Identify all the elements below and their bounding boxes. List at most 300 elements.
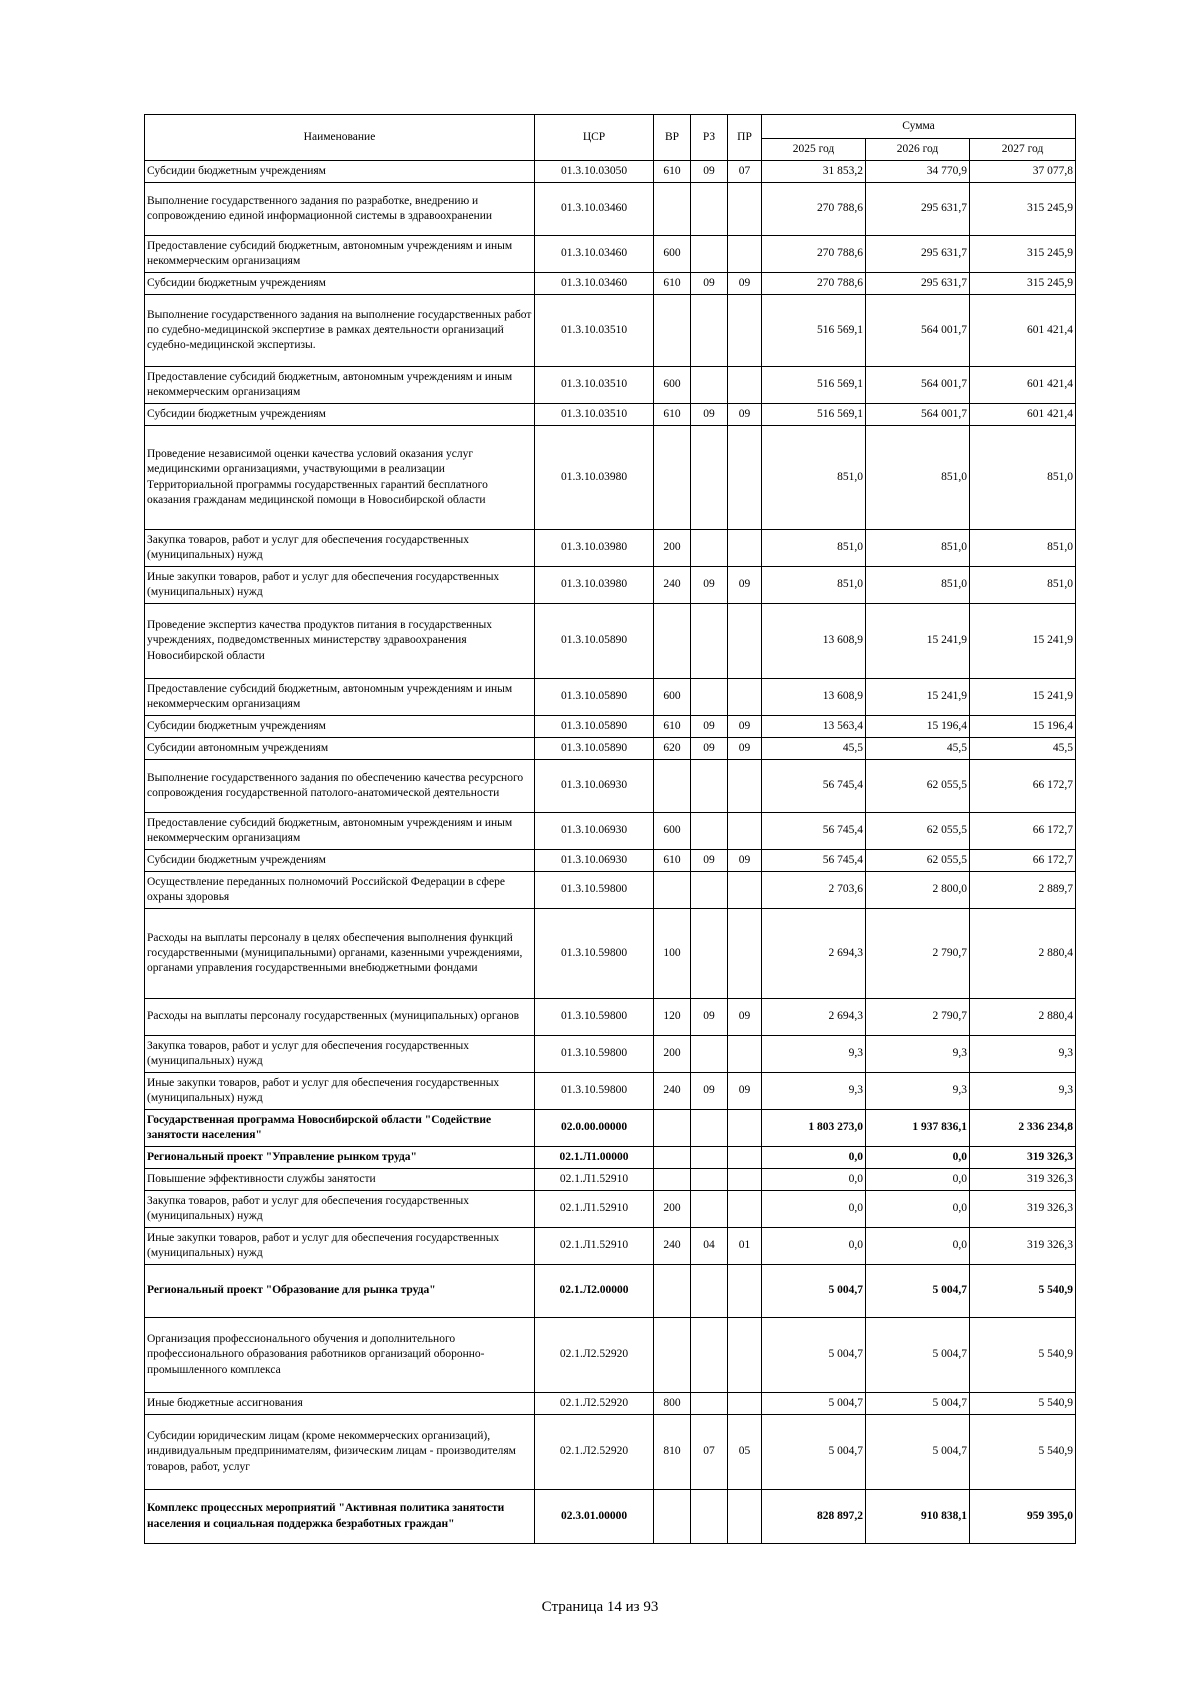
row-sum-2025: 5 004,7 (762, 1265, 866, 1318)
row-rz: 09 (691, 1073, 728, 1110)
table-row (145, 1228, 1076, 1265)
table-row (145, 1393, 1076, 1415)
row-sum-2026: 851,0 (866, 426, 970, 530)
row-sum-2025: 516 569,1 (762, 367, 866, 404)
row-rz: 09 (691, 161, 728, 183)
row-vr (654, 1110, 691, 1147)
row-name: Организация профессионального обучения и дополнительного профессионального образования работников организаций оборонно-промышленного комплекса (145, 1318, 535, 1393)
row-name: Иные закупки товаров, работ и услуг для обеспечения государственных (муниципальных) нужд (145, 1228, 535, 1265)
row-sum-2027: 319 326,3 (970, 1169, 1076, 1191)
row-sum-2025: 2 694,3 (762, 909, 866, 999)
row-csr: 01.3.10.59800 (535, 1073, 654, 1110)
row-vr: 610 (654, 161, 691, 183)
row-pr (728, 1265, 762, 1318)
row-pr: 07 (728, 161, 762, 183)
row-sum-2027: 5 540,9 (970, 1265, 1076, 1318)
table-row (145, 813, 1076, 850)
row-csr: 02.1.Л2.00000 (535, 1265, 654, 1318)
row-rz: 09 (691, 404, 728, 426)
header-year-2026: 2026 год (866, 139, 970, 161)
row-rz: 09 (691, 999, 728, 1036)
row-rz: 09 (691, 738, 728, 760)
page-number: Страница 14 из 93 (541, 1599, 659, 1615)
row-sum-2025: 0,0 (762, 1191, 866, 1228)
table-body (145, 161, 1076, 1544)
table-row (145, 1110, 1076, 1147)
row-sum-2025: 1 803 273,0 (762, 1110, 866, 1147)
row-pr: 01 (728, 1228, 762, 1265)
row-name: Субсидии бюджетным учреждениям (145, 161, 535, 183)
header-year-2027: 2027 год (970, 139, 1076, 161)
row-vr: 600 (654, 367, 691, 404)
row-rz (691, 1147, 728, 1169)
row-sum-2025: 56 745,4 (762, 760, 866, 813)
table-row (145, 273, 1076, 295)
row-vr: 200 (654, 530, 691, 567)
row-vr: 610 (654, 404, 691, 426)
row-sum-2027: 319 326,3 (970, 1147, 1076, 1169)
row-rz (691, 813, 728, 850)
row-csr: 01.3.10.06930 (535, 850, 654, 872)
row-pr (728, 909, 762, 999)
row-csr: 01.3.10.59800 (535, 872, 654, 909)
row-vr (654, 604, 691, 679)
row-pr (728, 679, 762, 716)
table-row (145, 1265, 1076, 1318)
row-vr: 810 (654, 1415, 691, 1490)
row-csr: 02.1.Л2.52920 (535, 1415, 654, 1490)
table-row (145, 1415, 1076, 1490)
row-name: Иные бюджетные ассигнования (145, 1393, 535, 1415)
row-name: Выполнение государственного задания на выполнение государственных работ по судебно-медицинской экспертизе в рамках деятельности организаций судебно-медицинской экспертизы. (145, 295, 535, 367)
row-sum-2025: 5 004,7 (762, 1393, 866, 1415)
row-name: Выполнение государственного задания по обеспечению качества ресурсного сопровождения государственной патолого-анатомической деятельности (145, 760, 535, 813)
row-csr: 02.1.Л2.52920 (535, 1318, 654, 1393)
row-csr: 02.1.Л1.00000 (535, 1147, 654, 1169)
row-sum-2027: 15 241,9 (970, 604, 1076, 679)
header-name: Наименование (145, 115, 535, 161)
table-row (145, 567, 1076, 604)
row-vr (654, 1490, 691, 1544)
row-sum-2026: 295 631,7 (866, 273, 970, 295)
row-rz (691, 426, 728, 530)
row-csr: 01.3.10.05890 (535, 604, 654, 679)
row-pr (728, 530, 762, 567)
row-name: Проведение независимой оценки качества условий оказания услуг медицинскими организациями, участвующими в реализации Территориальной программы государственных гарантий бесплатного оказания гражданам медицинской помощи в Новосибирской области (145, 426, 535, 530)
row-sum-2027: 2 336 234,8 (970, 1110, 1076, 1147)
row-pr (728, 1490, 762, 1544)
table-row (145, 909, 1076, 999)
table-row (145, 404, 1076, 426)
row-rz (691, 1110, 728, 1147)
table-row (145, 604, 1076, 679)
row-sum-2025: 270 788,6 (762, 236, 866, 273)
row-sum-2026: 1 937 836,1 (866, 1110, 970, 1147)
row-vr (654, 1169, 691, 1191)
row-sum-2026: 45,5 (866, 738, 970, 760)
table-row (145, 760, 1076, 813)
table-row (145, 1147, 1076, 1169)
row-sum-2026: 15 241,9 (866, 604, 970, 679)
table-row (145, 1169, 1076, 1191)
row-csr: 01.3.10.03510 (535, 295, 654, 367)
row-sum-2027: 601 421,4 (970, 295, 1076, 367)
row-name: Региональный проект "Образование для рынка труда" (145, 1265, 535, 1318)
table-header (145, 115, 1076, 161)
row-pr (728, 236, 762, 273)
table-row (145, 999, 1076, 1036)
row-csr: 01.3.10.03980 (535, 530, 654, 567)
row-sum-2027: 2 880,4 (970, 909, 1076, 999)
row-sum-2025: 9,3 (762, 1036, 866, 1073)
row-sum-2026: 0,0 (866, 1191, 970, 1228)
row-name: Субсидии бюджетным учреждениям (145, 850, 535, 872)
row-sum-2027: 45,5 (970, 738, 1076, 760)
row-csr: 01.3.10.59800 (535, 909, 654, 999)
row-sum-2025: 270 788,6 (762, 273, 866, 295)
row-name: Предоставление субсидий бюджетным, автономным учреждениям и иным некоммерческим организациям (145, 367, 535, 404)
row-csr: 01.3.10.05890 (535, 738, 654, 760)
header-pr: ПР (728, 115, 762, 161)
row-sum-2026: 5 004,7 (866, 1393, 970, 1415)
row-csr: 02.1.Л1.52910 (535, 1191, 654, 1228)
row-vr (654, 1265, 691, 1318)
row-rz (691, 1265, 728, 1318)
row-csr: 02.1.Л1.52910 (535, 1169, 654, 1191)
row-sum-2026: 2 790,7 (866, 999, 970, 1036)
table-row (145, 716, 1076, 738)
row-vr: 800 (654, 1393, 691, 1415)
row-pr (728, 813, 762, 850)
row-vr (654, 295, 691, 367)
row-sum-2025: 851,0 (762, 426, 866, 530)
row-sum-2025: 13 608,9 (762, 679, 866, 716)
row-sum-2027: 37 077,8 (970, 161, 1076, 183)
table-row (145, 850, 1076, 872)
row-csr: 01.3.10.03980 (535, 567, 654, 604)
row-name: Субсидии бюджетным учреждениям (145, 716, 535, 738)
row-name: Субсидии бюджетным учреждениям (145, 273, 535, 295)
row-sum-2025: 516 569,1 (762, 295, 866, 367)
row-vr (654, 1147, 691, 1169)
row-name: Расходы на выплаты персоналу государственных (муниципальных) органов (145, 999, 535, 1036)
row-name: Комплекс процессных мероприятий "Активная политика занятости населения и социальная поддержка безработных граждан" (145, 1490, 535, 1544)
row-rz (691, 872, 728, 909)
row-rz: 09 (691, 273, 728, 295)
row-sum-2026: 851,0 (866, 567, 970, 604)
row-csr: 01.3.10.03510 (535, 404, 654, 426)
row-sum-2026: 0,0 (866, 1228, 970, 1265)
row-sum-2026: 564 001,7 (866, 404, 970, 426)
row-pr (728, 1110, 762, 1147)
row-pr (728, 1191, 762, 1228)
row-name: Расходы на выплаты персоналу в целях обеспечения выполнения функций государственными (муниципальными) органами, казенными учреждениями, органами управления государственными внебюджетными фондами (145, 909, 535, 999)
row-sum-2026: 62 055,5 (866, 760, 970, 813)
row-name: Субсидии юридическим лицам (кроме некоммерческих организаций), индивидуальным предпринимателям, физическим лицам - производителям товаров, работ, услуг (145, 1415, 535, 1490)
row-pr (728, 367, 762, 404)
row-name: Государственная программа Новосибирской области "Содействие занятости населения" (145, 1110, 535, 1147)
table-row (145, 236, 1076, 273)
row-pr (728, 872, 762, 909)
row-vr: 240 (654, 1228, 691, 1265)
table-row (145, 679, 1076, 716)
row-name: Закупка товаров, работ и услуг для обеспечения государственных (муниципальных) нужд (145, 1191, 535, 1228)
row-sum-2027: 9,3 (970, 1073, 1076, 1110)
row-vr: 100 (654, 909, 691, 999)
row-pr: 09 (728, 567, 762, 604)
row-sum-2027: 66 172,7 (970, 850, 1076, 872)
row-csr: 02.0.00.00000 (535, 1110, 654, 1147)
row-sum-2025: 13 608,9 (762, 604, 866, 679)
row-name: Повышение эффективности службы занятости (145, 1169, 535, 1191)
row-rz (691, 1490, 728, 1544)
row-sum-2026: 15 241,9 (866, 679, 970, 716)
row-pr (728, 1036, 762, 1073)
row-vr: 610 (654, 716, 691, 738)
row-sum-2026: 5 004,7 (866, 1318, 970, 1393)
row-pr: 09 (728, 999, 762, 1036)
row-name: Выполнение государственного задания по разработке, внедрению и сопровождению единой информационной системы в здравоохранении (145, 183, 535, 236)
row-sum-2027: 601 421,4 (970, 367, 1076, 404)
row-sum-2025: 0,0 (762, 1169, 866, 1191)
row-rz (691, 295, 728, 367)
row-vr: 200 (654, 1036, 691, 1073)
row-sum-2027: 9,3 (970, 1036, 1076, 1073)
row-vr: 610 (654, 850, 691, 872)
row-csr: 01.3.10.03460 (535, 273, 654, 295)
row-sum-2026: 910 838,1 (866, 1490, 970, 1544)
row-vr: 600 (654, 236, 691, 273)
row-sum-2027: 601 421,4 (970, 404, 1076, 426)
row-pr (728, 1169, 762, 1191)
table-row (145, 530, 1076, 567)
table-row (145, 1191, 1076, 1228)
row-pr (728, 426, 762, 530)
row-csr: 01.3.10.03510 (535, 367, 654, 404)
row-sum-2026: 62 055,5 (866, 850, 970, 872)
table-row (145, 1318, 1076, 1393)
row-sum-2027: 315 245,9 (970, 273, 1076, 295)
row-sum-2027: 66 172,7 (970, 813, 1076, 850)
row-rz (691, 183, 728, 236)
row-rz: 04 (691, 1228, 728, 1265)
table-row (145, 183, 1076, 236)
row-rz (691, 367, 728, 404)
row-rz (691, 236, 728, 273)
row-csr: 02.3.01.00000 (535, 1490, 654, 1544)
row-vr (654, 183, 691, 236)
row-sum-2025: 45,5 (762, 738, 866, 760)
table-row (145, 367, 1076, 404)
row-sum-2027: 15 196,4 (970, 716, 1076, 738)
row-name: Субсидии автономным учреждениям (145, 738, 535, 760)
row-sum-2026: 5 004,7 (866, 1415, 970, 1490)
row-sum-2025: 0,0 (762, 1228, 866, 1265)
row-sum-2027: 319 326,3 (970, 1228, 1076, 1265)
row-name: Предоставление субсидий бюджетным, автономным учреждениям и иным некоммерческим организациям (145, 679, 535, 716)
row-sum-2026: 0,0 (866, 1169, 970, 1191)
header-csr: ЦСР (535, 115, 654, 161)
row-sum-2027: 319 326,3 (970, 1191, 1076, 1228)
row-sum-2025: 56 745,4 (762, 850, 866, 872)
row-sum-2025: 5 004,7 (762, 1318, 866, 1393)
row-sum-2025: 2 694,3 (762, 999, 866, 1036)
table-row (145, 872, 1076, 909)
row-sum-2026: 2 790,7 (866, 909, 970, 999)
row-rz (691, 909, 728, 999)
row-rz: 09 (691, 716, 728, 738)
row-csr: 01.3.10.59800 (535, 999, 654, 1036)
row-pr (728, 604, 762, 679)
row-pr (728, 1393, 762, 1415)
row-sum-2027: 851,0 (970, 530, 1076, 567)
row-vr (654, 760, 691, 813)
row-sum-2025: 851,0 (762, 567, 866, 604)
row-pr: 09 (728, 273, 762, 295)
row-pr: 09 (728, 716, 762, 738)
row-name: Иные закупки товаров, работ и услуг для обеспечения государственных (муниципальных) нужд (145, 567, 535, 604)
row-csr: 01.3.10.03460 (535, 236, 654, 273)
budget-table (144, 114, 1076, 1544)
row-sum-2026: 62 055,5 (866, 813, 970, 850)
row-sum-2025: 5 004,7 (762, 1415, 866, 1490)
row-pr: 09 (728, 1073, 762, 1110)
table-row (145, 1036, 1076, 1073)
row-sum-2026: 9,3 (866, 1073, 970, 1110)
row-csr: 02.1.Л2.52920 (535, 1393, 654, 1415)
row-sum-2027: 2 889,7 (970, 872, 1076, 909)
row-pr: 05 (728, 1415, 762, 1490)
row-pr: 09 (728, 850, 762, 872)
row-pr: 09 (728, 738, 762, 760)
row-pr: 09 (728, 404, 762, 426)
header-year-2025: 2025 год (762, 139, 866, 161)
row-name: Закупка товаров, работ и услуг для обеспечения государственных (муниципальных) нужд (145, 530, 535, 567)
row-vr: 620 (654, 738, 691, 760)
row-rz (691, 1036, 728, 1073)
row-name: Региональный проект "Управление рынком труда" (145, 1147, 535, 1169)
row-csr: 01.3.10.03460 (535, 183, 654, 236)
row-sum-2025: 2 703,6 (762, 872, 866, 909)
row-sum-2025: 270 788,6 (762, 183, 866, 236)
table-row (145, 738, 1076, 760)
table-row (145, 295, 1076, 367)
row-rz (691, 760, 728, 813)
row-sum-2026: 564 001,7 (866, 295, 970, 367)
row-csr: 01.3.10.03050 (535, 161, 654, 183)
row-vr (654, 426, 691, 530)
row-sum-2026: 295 631,7 (866, 183, 970, 236)
row-vr: 610 (654, 273, 691, 295)
row-sum-2027: 959 395,0 (970, 1490, 1076, 1544)
row-vr: 240 (654, 1073, 691, 1110)
row-name: Закупка товаров, работ и услуг для обеспечения государственных (муниципальных) нужд (145, 1036, 535, 1073)
row-rz (691, 530, 728, 567)
row-sum-2027: 5 540,9 (970, 1318, 1076, 1393)
row-csr: 01.3.10.05890 (535, 716, 654, 738)
row-rz (691, 604, 728, 679)
row-sum-2025: 516 569,1 (762, 404, 866, 426)
row-pr (728, 183, 762, 236)
row-rz (691, 1169, 728, 1191)
row-sum-2027: 5 540,9 (970, 1415, 1076, 1490)
row-sum-2026: 0,0 (866, 1147, 970, 1169)
table-row (145, 1490, 1076, 1544)
row-sum-2026: 34 770,9 (866, 161, 970, 183)
row-csr: 01.3.10.05890 (535, 679, 654, 716)
row-csr: 01.3.10.59800 (535, 1036, 654, 1073)
row-vr: 120 (654, 999, 691, 1036)
row-rz (691, 679, 728, 716)
row-rz (691, 1393, 728, 1415)
header-sum: Сумма (762, 115, 1076, 139)
row-sum-2027: 15 241,9 (970, 679, 1076, 716)
row-sum-2026: 2 800,0 (866, 872, 970, 909)
row-sum-2026: 295 631,7 (866, 236, 970, 273)
row-sum-2027: 2 880,4 (970, 999, 1076, 1036)
row-pr (728, 1147, 762, 1169)
row-vr (654, 1318, 691, 1393)
row-vr: 200 (654, 1191, 691, 1228)
row-sum-2025: 31 853,2 (762, 161, 866, 183)
row-pr (728, 1318, 762, 1393)
row-sum-2026: 9,3 (866, 1036, 970, 1073)
row-sum-2026: 15 196,4 (866, 716, 970, 738)
row-sum-2027: 315 245,9 (970, 236, 1076, 273)
row-name: Осуществление переданных полномочий Российской Федерации в сфере охраны здоровья (145, 872, 535, 909)
row-rz: 09 (691, 567, 728, 604)
table-row (145, 161, 1076, 183)
row-name: Субсидии бюджетным учреждениям (145, 404, 535, 426)
row-sum-2027: 851,0 (970, 426, 1076, 530)
row-vr: 600 (654, 679, 691, 716)
row-sum-2025: 9,3 (762, 1073, 866, 1110)
row-sum-2026: 564 001,7 (866, 367, 970, 404)
row-sum-2025: 0,0 (762, 1147, 866, 1169)
row-sum-2026: 5 004,7 (866, 1265, 970, 1318)
row-sum-2025: 13 563,4 (762, 716, 866, 738)
row-pr (728, 295, 762, 367)
row-sum-2027: 315 245,9 (970, 183, 1076, 236)
table-row (145, 1073, 1076, 1110)
row-csr: 01.3.10.06930 (535, 813, 654, 850)
header-vr: ВР (654, 115, 691, 161)
row-name: Проведение экспертиз качества продуктов питания в государственных учреждениях, подведомственных министерству здравоохранения Новосибирской области (145, 604, 535, 679)
row-sum-2025: 851,0 (762, 530, 866, 567)
row-sum-2027: 851,0 (970, 567, 1076, 604)
row-name: Предоставление субсидий бюджетным, автономным учреждениям и иным некоммерческим организациям (145, 236, 535, 273)
row-csr: 01.3.10.03980 (535, 426, 654, 530)
row-vr: 600 (654, 813, 691, 850)
row-sum-2025: 828 897,2 (762, 1490, 866, 1544)
row-sum-2025: 56 745,4 (762, 813, 866, 850)
row-pr (728, 760, 762, 813)
table-row (145, 426, 1076, 530)
row-rz: 07 (691, 1415, 728, 1490)
row-rz (691, 1191, 728, 1228)
row-csr: 02.1.Л1.52910 (535, 1228, 654, 1265)
row-vr (654, 872, 691, 909)
header-rz: РЗ (691, 115, 728, 161)
row-sum-2027: 5 540,9 (970, 1393, 1076, 1415)
row-sum-2027: 66 172,7 (970, 760, 1076, 813)
row-vr: 240 (654, 567, 691, 604)
row-sum-2026: 851,0 (866, 530, 970, 567)
row-rz: 09 (691, 850, 728, 872)
row-name: Иные закупки товаров, работ и услуг для обеспечения государственных (муниципальных) нужд (145, 1073, 535, 1110)
row-name: Предоставление субсидий бюджетным, автономным учреждениям и иным некоммерческим организациям (145, 813, 535, 850)
row-rz (691, 1318, 728, 1393)
